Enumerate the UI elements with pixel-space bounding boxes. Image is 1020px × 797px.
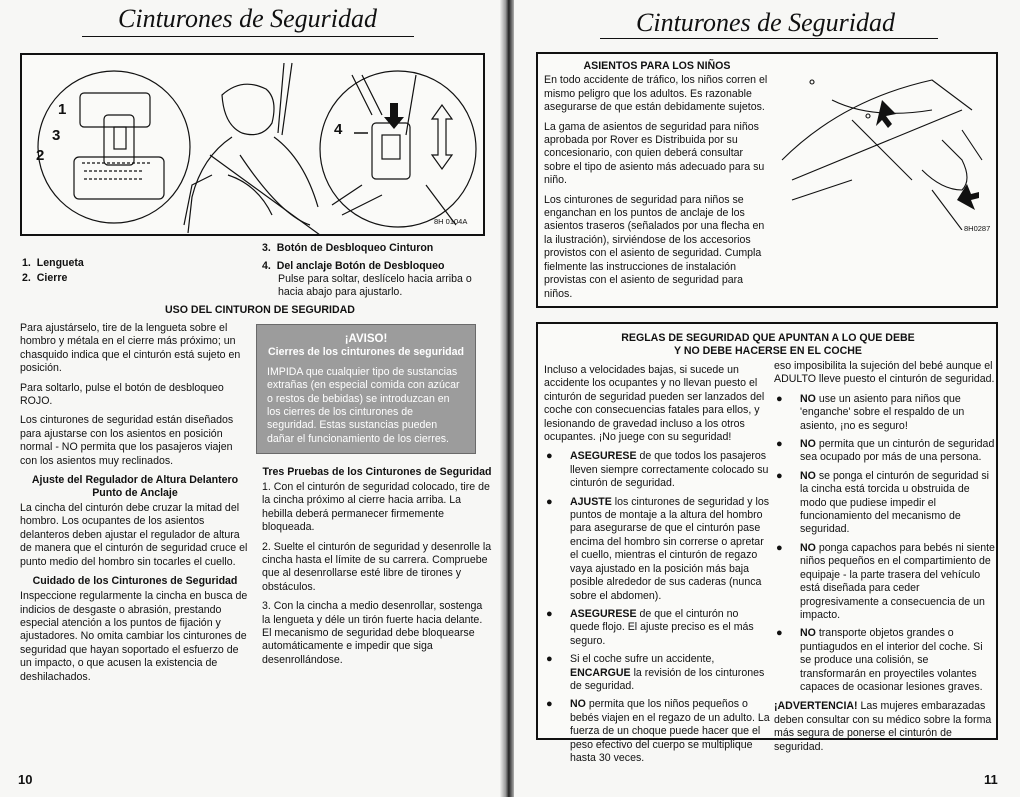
paragraph: Incluso a velocidades bajas, si sucede un accidente los ocupantes y no llevan puesto el cinturón de seguridad pueden ser lanzados del coche con consecuencias fatales para ellos, y lesionando de gravedad incluso a los otros ocupantes. ¡No juege con su seguridad! xyxy=(544,364,765,444)
subheading: Tres Pruebas de los Cinturones de Seguridad xyxy=(262,466,492,478)
item-text: transporte objetos grandes o puntiagudos en el interior del coche. Si se produce una colisión, se transformarán en proyectiles volantes capaces de ocasionar lesiones graves. xyxy=(800,627,983,693)
list-item xyxy=(544,608,770,648)
warning-text: Las mujeres embarazadas deben consultar con su médico sobre la forma más segura de ponerse el cinturón de seguridad. xyxy=(774,700,992,753)
seatbelt-illustration xyxy=(20,53,485,236)
legend-text: Cierre xyxy=(36,272,68,284)
rules-list-left xyxy=(544,450,770,765)
bullet-icon: ● xyxy=(776,627,783,640)
paragraph: 2. Suelte el cinturón de seguridad y desenrolle la cincha hasta el límite de su carrera. Compruebe que al desenrollarse esté libre de tirones y obstáculos. xyxy=(262,540,492,593)
box-title: REGLAS DE SEGURIDAD QUE APUNTAN A LO QUE DEBE Y NO DEBE HACERSE EN EL COCHE xyxy=(621,332,915,358)
anchor-point-drawing xyxy=(772,60,992,230)
figure-code: 8H 0104A xyxy=(434,217,468,226)
item-lead: NO xyxy=(800,541,816,554)
item-text: de que el cinturón no quede flojo. El ajuste preciso es el más seguro. xyxy=(570,607,754,647)
page-title: Cinturones de Seguridad xyxy=(118,4,378,33)
bullet-icon: ● xyxy=(776,438,783,451)
list-item xyxy=(774,393,996,433)
paragraph: Los cinturones de seguridad para niños se enganchan en los puntos de anclaje de los asientos traseros (señalados por una flecha en la ilustración), sirviéndose de los accesorios provistos con el asiento de seguridad. Cumpla fielmente las instrucciones de instalación provistas con el asiento de seguridad para niños. xyxy=(544,193,765,300)
box-title: ASIENTOS PARA LOS NIÑOS xyxy=(583,60,731,72)
item-lead: NO xyxy=(800,469,816,482)
item-text: permita que un cinturón de seguridad sea ocupado por más de una persona. xyxy=(800,438,995,464)
bullet-icon: ● xyxy=(776,469,783,482)
item-lead: AJUSTE xyxy=(570,495,612,508)
callout-3: 3 xyxy=(52,127,61,144)
title-underline xyxy=(82,36,414,37)
legend-item-4-desc: Pulse para soltar, deslícelo hacia arriba o hacia abajo para ajustarlo. xyxy=(278,273,472,299)
bullet-icon: ● xyxy=(546,698,553,711)
right-page xyxy=(514,0,1020,797)
page-number: 10 xyxy=(18,772,33,787)
warning-paragraph xyxy=(774,700,996,754)
bullet-icon: ● xyxy=(546,450,553,463)
list-item xyxy=(544,496,770,603)
warning-body: IMPIDA que cualquier tipo de sustancias extrañas (en especial comida con azúcar o restos de bebidas) se introduzcan en los cierres de los cinturones de seguridad. Estas sustancias pueden dañar el funcionamiento de los cierres. xyxy=(267,365,460,445)
subheading: Cuidado de los Cinturones de Seguridad xyxy=(32,575,238,588)
warning-title: ¡AVISO! xyxy=(344,333,388,345)
seatbelt-drawing xyxy=(22,55,483,234)
safety-rules-box xyxy=(536,322,998,764)
child-seat-text xyxy=(544,60,770,307)
list-item xyxy=(774,470,996,537)
rules-list-right xyxy=(774,393,996,695)
callout-1: 1 xyxy=(58,101,67,118)
item-lead: NO xyxy=(800,392,816,405)
legend-num: 4. xyxy=(262,260,271,272)
callout-2: 2 xyxy=(36,147,45,164)
item-text: use un asiento para niños que 'enganche' sobre el respaldo de un asiento, ¡no es seguro! xyxy=(800,392,965,432)
paragraph: En todo accidente de tráfico, los niños corren el mismo peligro que los adultos. Es razonable asegurarse de que están debidamente sujetos. xyxy=(544,74,768,114)
legend-item-1 xyxy=(22,257,142,270)
item-text: los cinturones de seguridad y los puntos de montaje a la altura del hombro para asegurarse de que el cinturón pase encima del hombro sin correrse o apretar el cuello, mientras el cinturón de regazo vaya ajustado en la posición más baja posible alrededor de sus caderas (nunca sobre el abdomen). xyxy=(570,495,770,602)
list-item xyxy=(544,653,770,693)
paragraph: La gama de asientos de seguridad para niños aprobada por Rover es Distribuida por su concesionario, con quien deberá consultar sobre el tipo de asiento más adecuado para su niño. xyxy=(544,120,765,187)
legend-num: 3. xyxy=(262,242,271,254)
left-page xyxy=(0,0,506,797)
item-text: de que todos los pasajeros lleven siempre correctamente colocado su cinturón de seguridad. xyxy=(570,450,769,490)
bullet-icon: ● xyxy=(546,607,553,620)
right-column xyxy=(262,466,492,673)
list-item xyxy=(544,698,770,765)
legend-num: 2. xyxy=(22,272,31,284)
item-lead: ASEGURESE xyxy=(570,607,637,620)
item-lead: ENCARGUE xyxy=(570,666,631,679)
item-lead: NO xyxy=(570,698,586,711)
bullet-icon: ● xyxy=(776,392,783,405)
figure-code: 8H0287 xyxy=(964,224,991,233)
legend-text: Del anclaje Botón de Desbloqueo xyxy=(276,260,445,272)
item-text: Si el coche sufre un accidente, xyxy=(570,653,715,666)
rules-left-column xyxy=(544,364,770,770)
item-text: ponga capachos para bebés ni siente niños pequeños en el compartimiento de equipaje - la parte trasera del vehículo está diseñada para ceder progresivamente a consecuencia de un impacto. xyxy=(800,541,995,621)
warning-box xyxy=(256,324,476,454)
item-text: la revisión de los cinturones de seguridad. xyxy=(570,666,765,692)
list-item xyxy=(774,438,996,465)
bullet-icon: ● xyxy=(546,653,553,666)
legend-text: Botón de Desbloqueo Cinturon xyxy=(276,242,434,254)
warning-lead: ¡ADVERTENCIA! xyxy=(774,700,858,713)
paragraph: 1. Con el cinturón de seguridad colocado, tire de la cincha próximo al cierre hacia arriba. La hebilla deberá permanecer firmemente bloqueada. xyxy=(262,481,490,534)
item-text: se ponga el cinturón de seguridad si la cincha está torcida u obstruida de modo que pudiese impedir el funcionamiento del mecanismo de seguridad. xyxy=(800,469,990,536)
item-lead: ASEGURESE xyxy=(570,450,637,463)
legend-item-2 xyxy=(22,272,142,285)
page-number: 11 xyxy=(984,772,998,787)
item-text: permita que los niños pequeños o bebés viajen en el regazo de un adulto. La fuerza de un choque puede hacer que el peso efectivo del cuerpo se multiplique hasta 30 veces. xyxy=(570,698,770,764)
legend-item-3 xyxy=(262,242,492,255)
list-item xyxy=(774,542,996,622)
paragraph: Para soltarlo, pulse el botón de desbloqueo ROJO. xyxy=(20,381,224,408)
section-title: USO DEL CINTURON DE SEGURIDAD xyxy=(165,304,355,316)
bullet-icon: ● xyxy=(546,495,553,508)
paragraph: Inspeccione regularmente la cincha en busca de indicios de desgaste o abrasión, prestando especial atención a los puntos de fijación y ajustadores. No omita cambiar los cinturones de seguridad que hayan soportado el esfuerzo de un impacto, o que acusen la existencia de deshilachados. xyxy=(20,590,248,683)
list-item xyxy=(544,450,770,490)
paragraph: eso imposibilita la sujeción del bebé aunque el ADULTO lleve puesto el cinturón de seguridad. xyxy=(774,360,995,386)
paragraph: Los cinturones de seguridad están diseñados para ajustarse con los asientos en posición normal - NO permita que los pasajeros viajen con los asientos muy reclinados. xyxy=(20,414,234,467)
paragraph: 3. Con la cincha a medio desenrollar, sostenga la lengueta y déle un tirón fuerte hacia delante. El mecanismo de seguridad debe bloquearse automáticamente e impedir que siga desenrollándose. xyxy=(262,600,483,666)
bullet-icon: ● xyxy=(776,541,783,554)
title-underline xyxy=(600,38,938,39)
legend-text: Lengueta xyxy=(36,257,84,269)
left-column xyxy=(20,322,250,690)
item-lead: NO xyxy=(800,438,816,451)
legend-item-4 xyxy=(262,260,492,273)
legend-num: 1. xyxy=(22,257,31,269)
callout-4: 4 xyxy=(334,121,343,138)
paragraph: Para ajustárselo, tire de la lengueta sobre el hombro y métala en el cierre más próximo; un chasquido indica que el cinturón está sujeto en posición. xyxy=(20,322,241,375)
item-lead: NO xyxy=(800,627,816,640)
warning-subtitle: Cierres de los cinturones de seguridad xyxy=(267,346,465,359)
list-item xyxy=(774,627,996,694)
page-title: Cinturones de Seguridad xyxy=(636,8,896,37)
paragraph: La cincha del cinturón debe cruzar la mitad del hombro. Los ocupantes de los asientos delanteros deben ajustar el regulador de altura de manera que el cinturón de seguridad cruce el punto medio del hombro sin tocarles el cuello. xyxy=(20,502,248,568)
subheading: Ajuste del Regulador de Altura Delantero Punto de Anclaje xyxy=(31,474,239,500)
rules-right-column xyxy=(774,360,996,760)
child-seat-box xyxy=(536,52,998,308)
